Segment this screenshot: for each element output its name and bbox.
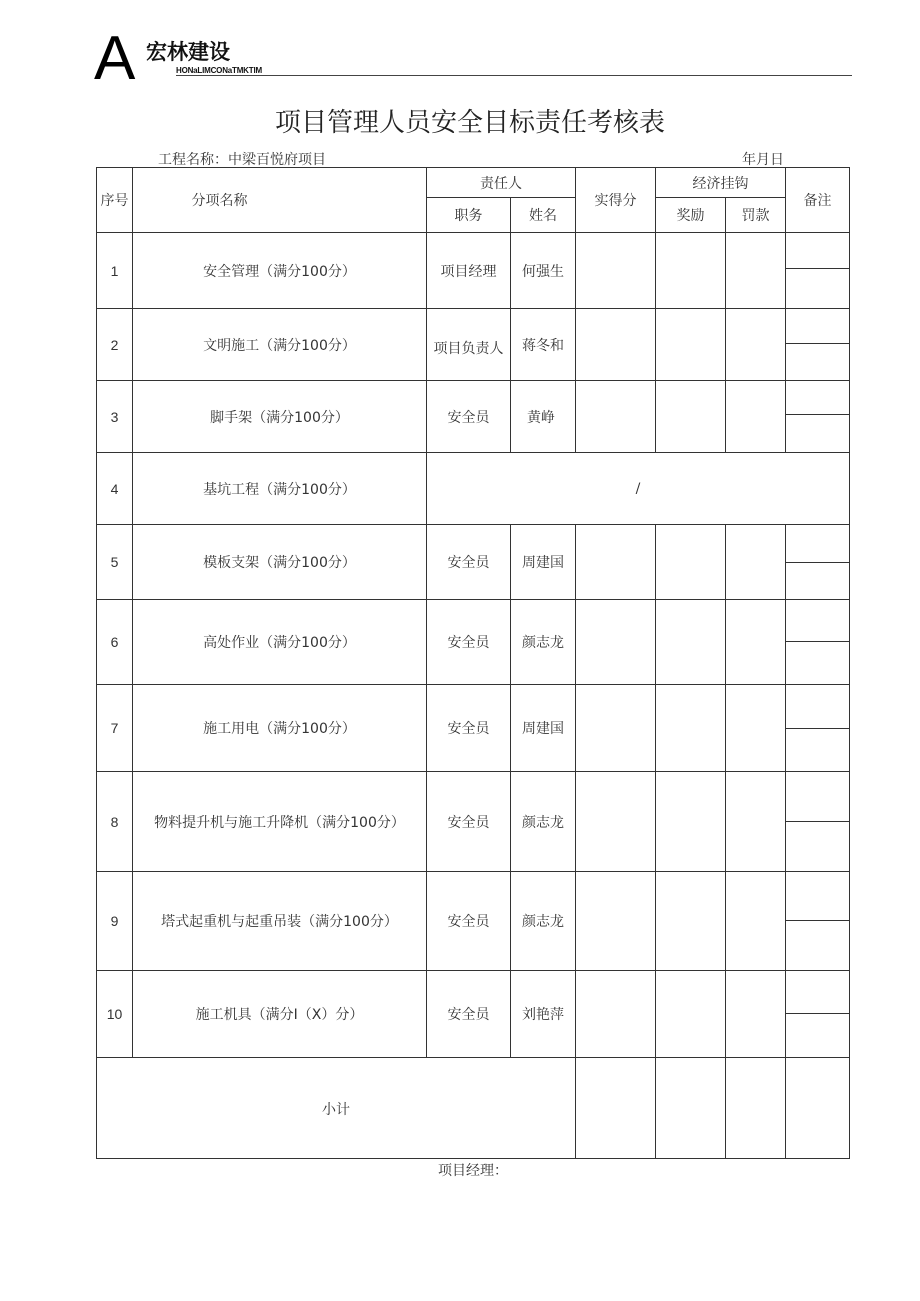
subtotal-reward-cell[interactable] (656, 1058, 726, 1159)
score-cell[interactable] (576, 309, 656, 381)
subtotal-label: 小计 (97, 1058, 576, 1159)
reward-cell[interactable] (656, 872, 726, 971)
remark-cell[interactable] (786, 971, 850, 1014)
header-penalty: 罚款 (726, 198, 786, 233)
penalty-cell[interactable] (726, 600, 786, 685)
reward-cell[interactable] (656, 772, 726, 872)
person-name: 颜志龙 (511, 600, 576, 685)
header-remark: 备注 (786, 168, 850, 233)
remark-cell[interactable] (786, 525, 850, 563)
table-row (97, 772, 850, 822)
header-seq: 序号 (97, 168, 133, 233)
score-cell[interactable] (576, 872, 656, 971)
score-cell[interactable] (576, 233, 656, 309)
project-name-line: 工程名称：中梁百悦府项目 (158, 152, 326, 168)
header-reward: 奖励 (656, 198, 726, 233)
row-number: 4 (97, 453, 133, 525)
item-name: 基坑工程（满分100分） (133, 453, 427, 525)
position-cell: 安全员 (427, 600, 511, 685)
subtotal-row (97, 1058, 850, 1159)
assessment-table (96, 167, 850, 1159)
header-responsible: 责任人 (427, 168, 576, 198)
row-number: 3 (97, 381, 133, 453)
table-row (97, 381, 850, 415)
position-cell: 安全员 (427, 685, 511, 772)
remark-cell[interactable] (786, 269, 850, 309)
table-row (97, 971, 850, 1014)
remark-cell[interactable] (786, 1014, 850, 1058)
item-name: 脚手架（满分100分） (133, 381, 427, 453)
person-name: 颜志龙 (511, 872, 576, 971)
header-rule (176, 75, 852, 76)
score-cell[interactable] (576, 525, 656, 600)
penalty-cell[interactable] (726, 685, 786, 772)
penalty-cell[interactable] (726, 971, 786, 1058)
remark-cell[interactable] (786, 233, 850, 269)
remark-cell[interactable] (786, 872, 850, 921)
remark-cell[interactable] (786, 729, 850, 772)
company-name: 宏林建设 (146, 40, 230, 64)
position-cell: 项目负责人 (427, 309, 511, 381)
penalty-cell[interactable] (726, 233, 786, 309)
remark-cell[interactable] (786, 415, 850, 453)
table-row (97, 233, 850, 269)
table-row (97, 685, 850, 729)
header-row (97, 168, 850, 198)
table-row (97, 525, 850, 563)
reward-cell[interactable] (656, 971, 726, 1058)
header-econ: 经济挂钩 (656, 168, 786, 198)
position-cell: 安全员 (427, 872, 511, 971)
person-name: 周建国 (511, 685, 576, 772)
person-name: 黄峥 (511, 381, 576, 453)
table-row (97, 453, 850, 525)
penalty-cell[interactable] (726, 872, 786, 971)
remark-cell[interactable] (786, 921, 850, 971)
person-name: 蒋冬和 (511, 309, 576, 381)
reward-cell[interactable] (656, 525, 726, 600)
penalty-cell[interactable] (726, 525, 786, 600)
document-title: 项目管理人员安全目标责任考核表 (274, 108, 665, 138)
company-logo-mark: A (94, 24, 136, 93)
not-applicable-mark: / (427, 453, 850, 525)
score-cell[interactable] (576, 772, 656, 872)
row-number: 6 (97, 600, 133, 685)
header-position: 职务 (427, 198, 511, 233)
remark-cell[interactable] (786, 381, 850, 415)
remark-cell[interactable] (786, 309, 850, 344)
person-name: 何强生 (511, 233, 576, 309)
row-number: 9 (97, 872, 133, 971)
reward-cell[interactable] (656, 685, 726, 772)
position-cell: 安全员 (427, 525, 511, 600)
item-name: 塔式起重机与起重吊装（满分100分） (133, 872, 427, 971)
score-cell[interactable] (576, 600, 656, 685)
score-cell[interactable] (576, 381, 656, 453)
item-name: 物料提升机与施工升降机（满分100分） (133, 772, 427, 872)
item-name: 施工机具（满分I（X）分） (133, 971, 427, 1058)
row-number: 2 (97, 309, 133, 381)
date-line: 年月日 (742, 152, 784, 168)
remark-cell[interactable] (786, 685, 850, 729)
remark-cell[interactable] (786, 772, 850, 822)
item-name: 安全管理（满分100分） (133, 233, 427, 309)
position-cell: 安全员 (427, 971, 511, 1058)
reward-cell[interactable] (656, 381, 726, 453)
company-english-name: HONaLIMCONaTMKTIM (176, 66, 262, 75)
reward-cell[interactable] (656, 233, 726, 309)
person-name: 颜志龙 (511, 772, 576, 872)
person-name: 刘艳萍 (511, 971, 576, 1058)
table-row (97, 600, 850, 642)
row-number: 10 (97, 971, 133, 1058)
item-name: 高处作业（满分100分） (133, 600, 427, 685)
header-name: 姓名 (511, 198, 576, 233)
position-cell: 安全员 (427, 772, 511, 872)
subtotal-remark-cell[interactable] (786, 1058, 850, 1159)
remark-cell[interactable] (786, 822, 850, 872)
score-cell[interactable] (576, 971, 656, 1058)
project-manager-signature-label: 项目经理： (438, 1163, 508, 1179)
header-score: 实得分 (576, 168, 656, 233)
item-name: 模板支架（满分100分） (133, 525, 427, 600)
remark-cell[interactable] (786, 642, 850, 685)
subtotal-score-cell[interactable] (576, 1058, 656, 1159)
header-item: 分项名称 (133, 168, 427, 233)
penalty-cell[interactable] (726, 772, 786, 872)
row-number: 8 (97, 772, 133, 872)
item-name: 施工用电（满分100分） (133, 685, 427, 772)
position-cell: 安全员 (427, 381, 511, 453)
person-name: 周建国 (511, 525, 576, 600)
subtotal-penalty-cell[interactable] (726, 1058, 786, 1159)
item-name: 文明施工（满分100分） (133, 309, 427, 381)
penalty-cell[interactable] (726, 309, 786, 381)
row-number: 1 (97, 233, 133, 309)
row-number: 5 (97, 525, 133, 600)
reward-cell[interactable] (656, 309, 726, 381)
row-number: 7 (97, 685, 133, 772)
remark-cell[interactable] (786, 600, 850, 642)
remark-cell[interactable] (786, 344, 850, 381)
table-row (97, 872, 850, 921)
reward-cell[interactable] (656, 600, 726, 685)
remark-cell[interactable] (786, 563, 850, 600)
penalty-cell[interactable] (726, 381, 786, 453)
position-cell: 项目经理 (427, 233, 511, 309)
table-row (97, 309, 850, 344)
score-cell[interactable] (576, 685, 656, 772)
